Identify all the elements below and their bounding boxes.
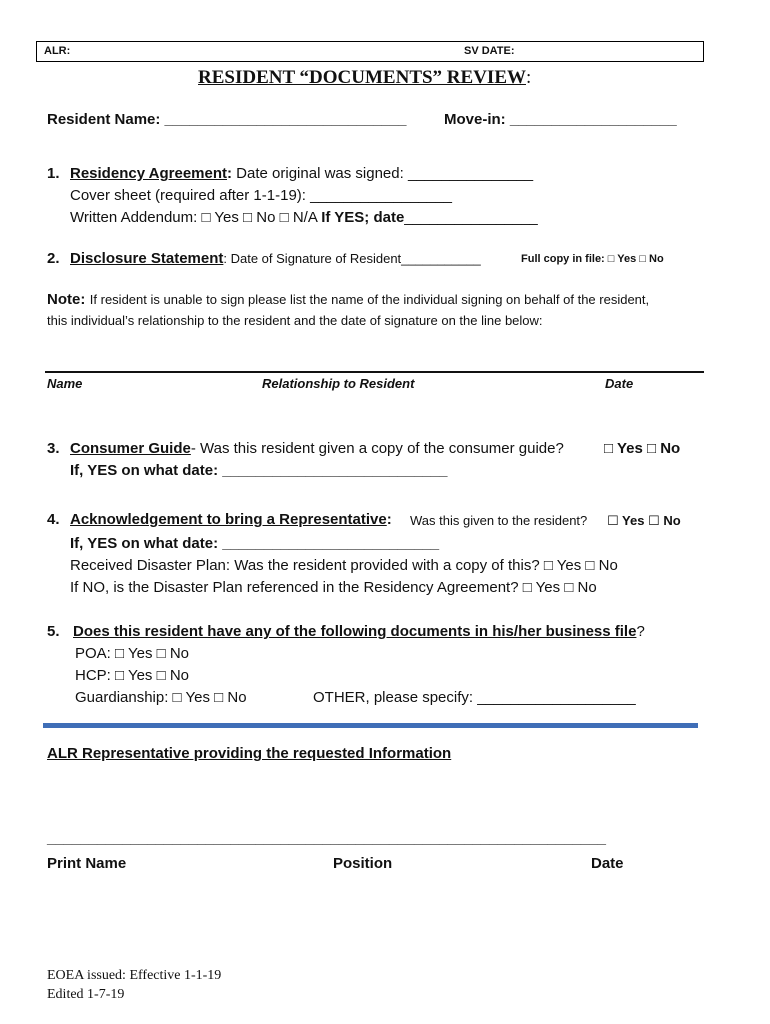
section4-question: Was this given to the resident?: [410, 513, 588, 528]
addendum-if-yes: If YES; date: [321, 209, 405, 226]
section4-yes-no[interactable]: ☐ Yes ☐ No: [607, 513, 681, 528]
section2-heading: Disclosure Statement: [70, 250, 224, 267]
footer-issued: EOEA issued: Effective 1-1-19: [47, 968, 222, 983]
section3-line1: [70, 440, 564, 457]
alr-label: ALR:: [44, 45, 71, 57]
signature-date-label: Date: [605, 376, 634, 391]
section2-full-copy[interactable]: Full copy in file: □ Yes □ No: [521, 253, 664, 265]
footer-edited: Edited 1-7-19: [47, 987, 125, 1002]
section4-colon: :: [386, 511, 392, 528]
note-line1: If resident is unable to sign please list the name of the individual signing on behalf of the resident,: [89, 292, 650, 307]
section1-line1: [70, 165, 533, 182]
section4-heading: Acknowledgement to bring a Representative: [70, 511, 387, 528]
resident-name-field[interactable]: Resident Name: _____________________________: [47, 111, 407, 128]
section2-line: [70, 250, 481, 267]
sv-date-label: SV DATE:: [464, 45, 515, 57]
section5-hcp[interactable]: HCP: □ Yes □ No: [75, 667, 190, 684]
section5-line1: [73, 623, 645, 640]
section2-signature-date[interactable]: : Date of Signature of Resident___________: [223, 251, 481, 266]
signature-name-label: Name: [47, 376, 83, 391]
alr-rep-print-name-label: Print Name: [47, 855, 127, 872]
section4-disaster-plan-referenced[interactable]: If NO, is the Disaster Plan referenced in the Residency Agreement? □ Yes □ No: [70, 579, 597, 596]
section1-heading: Residency Agreement: [70, 165, 228, 182]
move-in-field[interactable]: Move-in: ____________________: [444, 111, 677, 128]
signature-relationship-label: Relationship to Resident: [262, 376, 415, 391]
section4-line1: [70, 511, 392, 528]
section5-heading: Does this resident have any of the following documents in his/her business file: [73, 623, 637, 640]
alr-rep-position-label: Position: [333, 855, 393, 872]
section5-question-mark: ?: [636, 623, 645, 640]
alr-rep-heading: ALR Representative providing the requested Information: [47, 745, 452, 762]
section3-number: 3.: [47, 440, 60, 457]
section4-number: 4.: [47, 511, 60, 528]
header-box: [36, 41, 704, 62]
section-divider: [43, 723, 698, 728]
section1-colon: :: [227, 165, 233, 182]
section3-heading: Consumer Guide: [70, 440, 191, 457]
addendum-date-blank[interactable]: ________________: [404, 209, 538, 226]
section3-date-field[interactable]: If, YES on what date: ___________________________: [70, 462, 448, 479]
section5-guardianship[interactable]: Guardianship: □ Yes □ No: [75, 689, 247, 706]
section2-number: 2.: [47, 250, 60, 267]
alr-rep-date-label: Date: [591, 855, 624, 872]
signature-line[interactable]: [45, 371, 704, 373]
alr-rep-signature-line[interactable]: ___________________________________________________________________: [47, 830, 606, 847]
title-text: RESIDENT “DOCUMENTS” REVIEW: [198, 67, 526, 88]
note-label: Note:: [47, 291, 86, 308]
section1-cover-sheet[interactable]: Cover sheet (required after 1-1-19): _________________: [70, 187, 452, 204]
note-block: [47, 291, 649, 309]
section5-other[interactable]: OTHER, please specify: ___________________: [313, 689, 636, 706]
addendum-options[interactable]: Written Addendum: □ Yes □ No □ N/A: [70, 209, 322, 226]
section1-addendum[interactable]: [70, 209, 538, 226]
section1-number: 1.: [47, 165, 60, 182]
section5-poa[interactable]: POA: □ Yes □ No: [75, 645, 190, 662]
title-colon: :: [526, 67, 532, 88]
section4-disaster-plan[interactable]: Received Disaster Plan: Was the resident provided with a copy of this? □ Yes □ No: [70, 557, 618, 574]
section3-yes-no[interactable]: □ Yes □ No: [604, 440, 681, 457]
section1-date-signed[interactable]: Date original was signed: _______________: [232, 165, 534, 182]
section3-question: - Was this resident given a copy of the consumer guide?: [190, 440, 564, 457]
section4-date-field[interactable]: If, YES on what date: __________________________: [70, 535, 440, 552]
section5-number: 5.: [47, 623, 60, 640]
page-title: [198, 67, 531, 89]
note-line2: this individual’s relationship to the resident and the date of signature on the line below:: [47, 313, 543, 328]
